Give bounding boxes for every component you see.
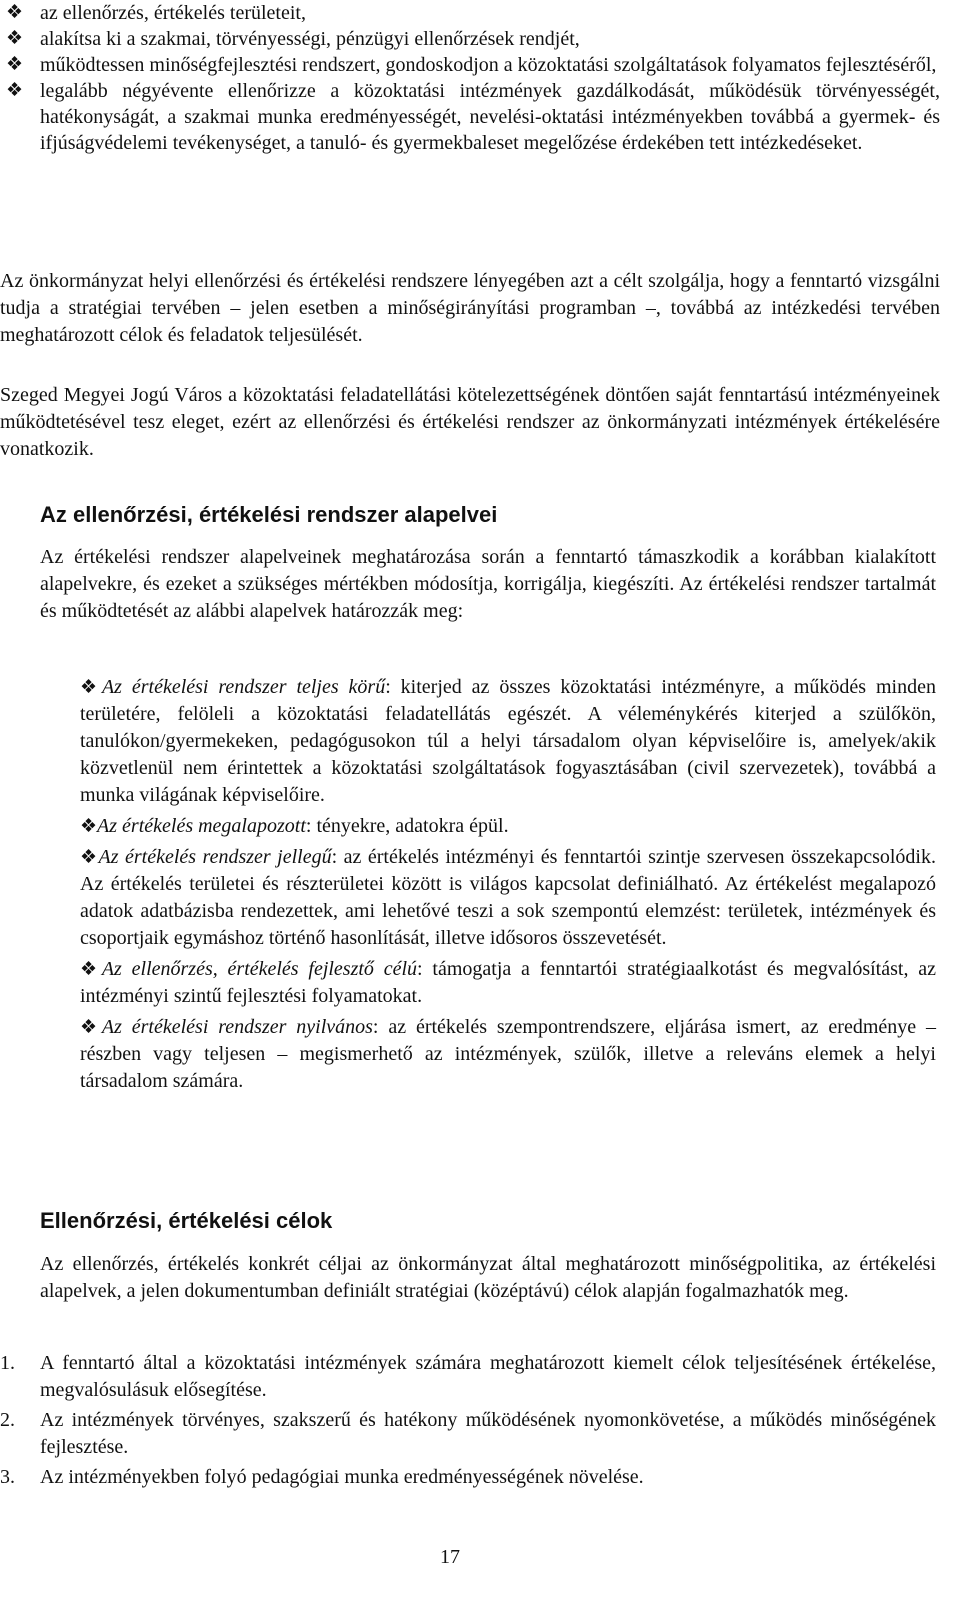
principle-term: Az ellenőrzés, értékelés fejlesztő célú [101, 958, 418, 980]
list-item: ❖Az értékelési rendszer nyilvános: az értékelés szempontrendszere, eljárása ismert, az eredménye – részben vagy teljesen – megismerhető az intézmények, szülők, illetve a releváns elemek a helyi társadalom számára. [80, 1016, 936, 1092]
paragraph-szeged: Szeged Megyei Jogú Város a közoktatási feladatellátási kötelezettségének döntően saját fenntartású intézményeinek működtetésével tesz eleget, ezért az ellenőrzési és értékelési rendszer az önkormányzati intézmények értékelésére vonatkozik. [0, 384, 940, 460]
list-item: 3. Az intézményekben folyó pedagógiai munka eredményességének növelése. [0, 1464, 936, 1491]
list-item: ❖ alakítsa ki a szakmai, törvényességi, pénzügyi ellenőrzések rendjét, [6, 28, 580, 50]
list-number: 1. [0, 1352, 15, 1374]
diamond-bullet-icon: ❖ [80, 816, 98, 837]
section-heading-goals: Ellenőrzési, értékelési célok [40, 1208, 333, 1233]
diamond-bullet-icon: ❖ [6, 54, 24, 75]
list-item: ❖Az ellenőrzés, értékelés fejlesztő célú: támogatja a fenntartói stratégiaalkotást és megvalósítást, az intézményi szintű fejlesztési folyamatokat. [80, 958, 936, 1007]
principle-term: Az értékelési rendszer nyilvános [101, 1016, 373, 1038]
diamond-bullet-icon: ❖ [6, 28, 24, 49]
diamond-bullet-icon: ❖ [6, 2, 24, 23]
paragraph-principles-intro: Az értékelési rendszer alapelveinek meghatározása során a fenntartó támaszkodik a korábban kialakított alapelvekre, és ezeket a szükséges mértékben módosítja, korrigálja, kiegészíti. Az értékelési rendszer tartalmát és működtetését az alábbi alapelvek határozzák meg: [40, 546, 936, 622]
diamond-bullet-icon: ❖ [80, 677, 102, 698]
diamond-bullet-icon: ❖ [80, 959, 102, 980]
page-number: 17 [440, 1546, 460, 1568]
list-item: ❖Az értékelés rendszer jellegű: az értékelés intézményi és fenntartói szintje szervesen összekapcsolódik. Az értékelés területei és részterületei között is világos kapcsolat definiálható. Az értékelést megalapozó adatok adatbázisba rendezettek, ami lehetővé teszi a sok szempontú elemzést: területek, intézmények és csoportjaik egymáshoz történő hasonlítását, illetve idősoros összevetését. [80, 846, 936, 949]
list-item: ❖ működtessen minőségfejlesztési rendszert, gondoskodjon a közoktatási szolgáltatások folyamatos fejlesztéséről, [6, 54, 937, 76]
list-number: 2. [0, 1409, 15, 1431]
list-item: ❖Az értékelés megalapozott: tényekre, adatokra épül. [80, 815, 509, 837]
principle-term: Az értékelés megalapozott [97, 815, 306, 837]
principles-list [80, 674, 936, 1095]
diamond-bullet-icon: ❖ [80, 1017, 102, 1038]
principle-term: Az értékelési rendszer teljes körű [101, 676, 386, 698]
list-item: 2. Az intézmények törvényes, szakszerű és hatékony működésének nyomonkövetése, a működés minőségének fejlesztése. [0, 1409, 936, 1458]
list-number: 3. [0, 1466, 15, 1488]
diamond-bullet-icon: ❖ [80, 847, 99, 868]
paragraph-monitoring-purpose: Az önkormányzat helyi ellenőrzési és értékelési rendszere lényegében azt a célt szolgálja, hogy a fenntartó vizsgálni tudja a stratégiai tervében – jelen esetben a minőségirányítási programban –, továbbá az intézkedési tervében meghatározott célok és feladatok teljesülését. [0, 270, 940, 346]
diamond-bullet-icon: ❖ [6, 80, 24, 101]
list-item: ❖Az értékelési rendszer teljes körű: kiterjed az összes közoktatási intézményre, a működés minden területére, felöleli a közoktatási feladatellátás egészét. A véleménykérés kiterjed a szülőkön, tanulókon/gyermekeken, pedagógusokon túl a helyi társadalom olyan képviselőire is, amelyek/akik közvetlenül nem érintettek a közoktatási szolgáltatások fogyasztásában (civil szervezetek), továbbá a munka világának képviselőire. [80, 676, 936, 806]
list-item: 1. A fenntartó által a közoktatási intézmények számára meghatározott kiemelt célok teljesítésének értékelése, megvalósulásuk elősegítése. [0, 1352, 936, 1401]
top-bullet-list [6, 0, 940, 156]
list-item: ❖ az ellenőrzés, értékelés területeit, [6, 2, 306, 24]
list-item: ❖ legalább négyévente ellenőrizze a közoktatási intézmények gazdálkodását, működésük törvényességét, hatékonyságát, a szakmai munka eredményességét, nevelési-oktatási intézményekben továbbá a gyermek- és ifjúságvédelemi tevékenységet, a tanuló- és gyermekbaleset megelőzése érdekében tett intézkedéseket. [6, 80, 940, 154]
goals-numbered-list [0, 1350, 936, 1494]
principle-term: Az értékelés rendszer jellegű [98, 846, 332, 868]
paragraph-goals-intro: Az ellenőrzés, értékelés konkrét céljai az önkormányzat által meghatározott minőségpolitika, az értékelési alapelvek, a jelen dokumentumban definiált stratégiai (középtávú) célok alapján fogalmazhatók meg. [40, 1253, 936, 1302]
section-heading-principles: Az ellenőrzési, értékelési rendszer alapelvei [40, 502, 498, 527]
